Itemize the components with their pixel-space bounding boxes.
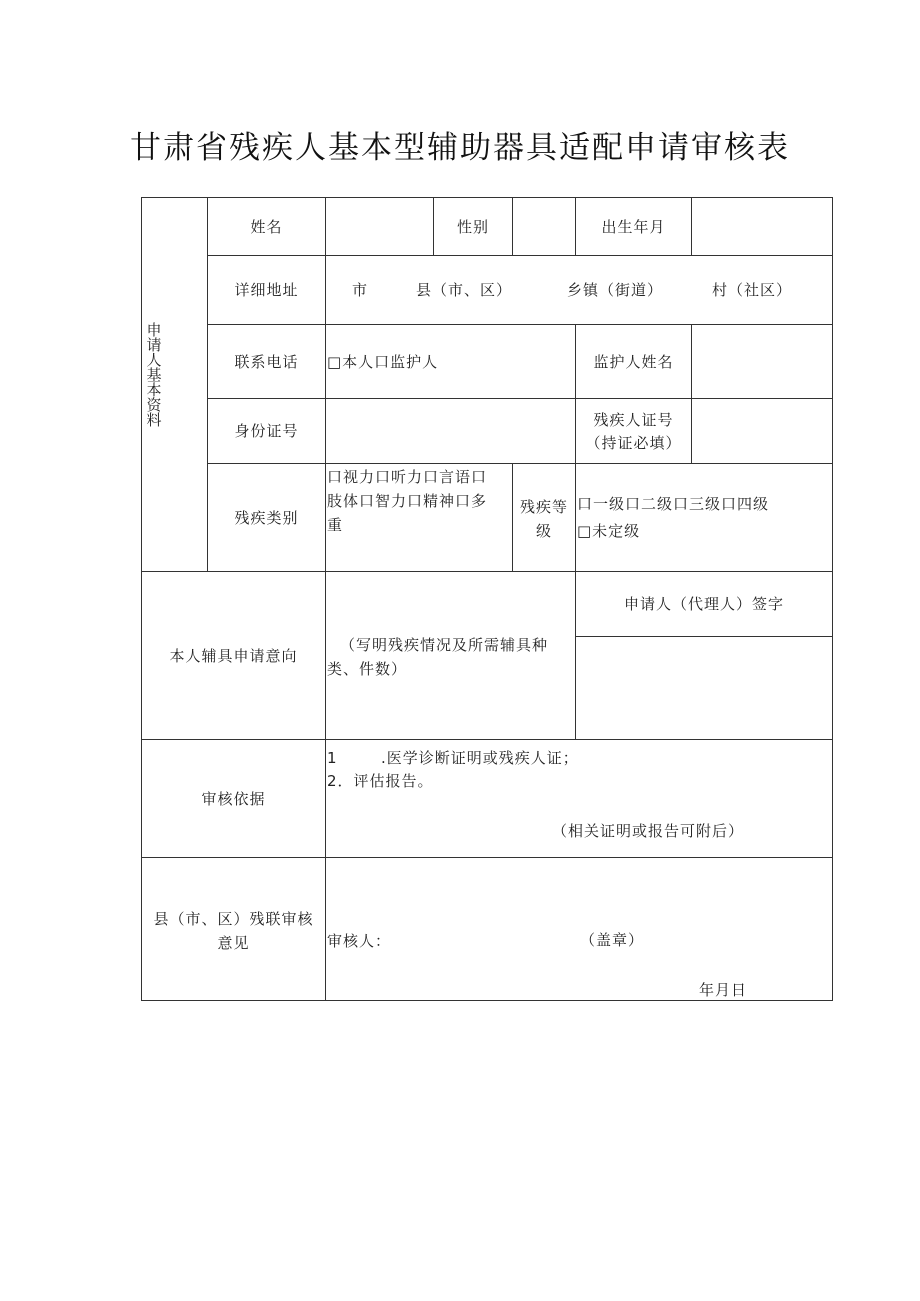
id-number-label: 身份证号 (234, 422, 299, 440)
section-label-char: 人 (146, 351, 162, 369)
disability-cert-label: 残疾人证号 (593, 411, 674, 429)
address-town: 乡镇（街道） (567, 281, 664, 299)
review-basis-item1-number: 1 (327, 749, 338, 767)
column-divider (325, 197, 326, 1001)
address-county: 县（市、区） (416, 281, 513, 299)
applicant-signature-label: 申请人（代理人）签字 (623, 595, 784, 613)
section-label-char: 基 (146, 366, 162, 384)
section-label-char: 资 (146, 396, 162, 414)
birth-field[interactable] (692, 198, 832, 255)
review-date-label: 年月日 (699, 981, 748, 999)
phone-label: 联系电话 (234, 352, 299, 371)
disability-level-unrated-option[interactable]: □未定级 (577, 522, 641, 540)
review-basis-label: 审核依据 (201, 789, 266, 808)
seal-label: （盖章） (580, 931, 645, 949)
section-label-applicant-basic-info (144, 323, 164, 428)
gender-field[interactable] (513, 198, 575, 255)
address-label: 详细地址 (234, 281, 299, 299)
page-title: 甘肃省残疾人基本型辅助器具适配申请审核表 (130, 130, 790, 166)
review-basis-item1: .医学诊断证明或残疾人证； (381, 749, 579, 767)
section-label-char: 请 (146, 336, 162, 354)
gender-label: 性别 (456, 217, 489, 236)
disability-type-options-line2[interactable]: 肢体口智力口精神口多 (327, 492, 488, 510)
guardian-name-field[interactable] (692, 325, 832, 398)
disability-cert-field[interactable] (692, 399, 832, 463)
guardian-name-label: 监护人姓名 (593, 352, 674, 371)
apply-intention-label: 本人辅具申请意向 (169, 646, 298, 665)
id-number-field[interactable] (326, 399, 575, 463)
disability-cert-note: （持证必填） (585, 434, 682, 452)
apply-intention-hint-line1: （写明残疾情况及所需辅具种 (340, 636, 549, 654)
applicant-signature-field[interactable] (576, 637, 832, 739)
row-divider (141, 857, 832, 858)
reviewer-label: 审核人： (327, 932, 392, 950)
table-border-right (832, 197, 833, 1001)
section-label-char: 料 (146, 411, 162, 429)
birth-label: 出生年月 (601, 217, 666, 236)
section-label-char: 本 (146, 381, 162, 399)
review-basis-item2: 2．评估报告。 (327, 772, 434, 790)
disability-level-label-cont: 级 (535, 522, 552, 540)
address-village: 村（社区） (712, 281, 793, 299)
review-opinion-label-cont: 意见 (217, 934, 250, 952)
review-opinion-label: 县（市、区）残联审核 (153, 910, 314, 928)
disability-type-label: 残疾类别 (234, 508, 299, 527)
apply-intention-hint-line2: 类、件数） (327, 660, 408, 678)
disability-type-options-line1[interactable]: 口视力口听力口言语口 (327, 468, 488, 486)
name-label: 姓名 (250, 217, 283, 236)
disability-type-options-line3[interactable]: 重 (327, 516, 344, 534)
name-field[interactable] (326, 198, 433, 255)
disability-level-options[interactable]: 口一级口二级口三级口四级 (577, 495, 770, 513)
review-basis-note: （相关证明或报告可附后） (552, 822, 745, 840)
disability-level-label: 残疾等 (519, 498, 568, 516)
section-label-char: 申 (146, 321, 162, 339)
address-city: 市 (352, 281, 369, 299)
phone-owner-options[interactable]: □本人口监护人 (327, 353, 439, 371)
